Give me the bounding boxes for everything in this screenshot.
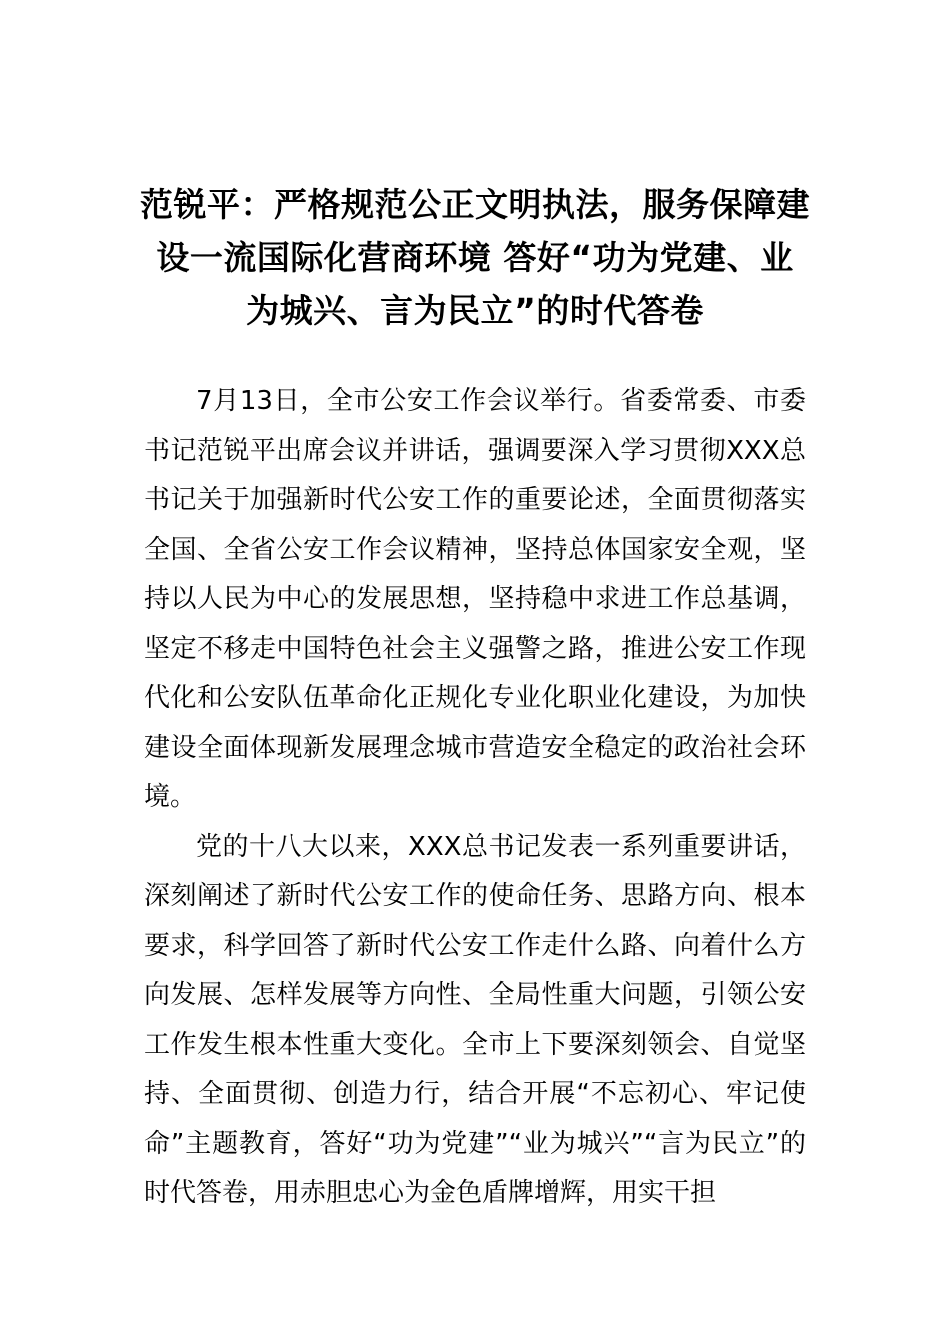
paragraph: 7月13日，全市公安工作会议举行。省委常委、市委书记范锐平出席会议并讲话，强调要深入学习贯彻XXX总书记关于加强新时代公安工作的重要论述，全面贯彻落实全国、全省公安工作会议精神，坚持总体国家安全观，坚持以人民为中心的发展思想，坚持稳中求进工作总基调，坚定不移走中国特色社会主义强警之路，推进公安工作现代化和公安队伍革命化正规化专业化职业化建设，为加快建设全面体现新发展理念城市营造安全稳定的政治社会环境。 <box>144 386 806 812</box>
document-title: 范锐平：严格规范公正文明执法，服务保障建设一流国际化营商环境 答好“功为党建、业为城兴、言为民立”的时代答卷 <box>140 185 810 330</box>
paragraph: 党的十八大以来，XXX总书记发表一系列重要讲话，深刻阐述了新时代公安工作的使命任务、思路方向、根本要求，科学回答了新时代公安工作走什么路、向着什么方向发展、怎样发展等方向性、全局性重大问题，引领公安工作发生根本性重大变化。全市上下要深刻领会、自觉坚持、全面贯彻、创造力行，结合开展“不忘初心、牢记使命”主题教育，答好“功为党建”“业为城兴”“言为民立”的时代答卷，用赤胆忠心为金色盾牌增辉，用实干担 <box>144 831 806 1208</box>
document-body <box>144 377 806 1219</box>
